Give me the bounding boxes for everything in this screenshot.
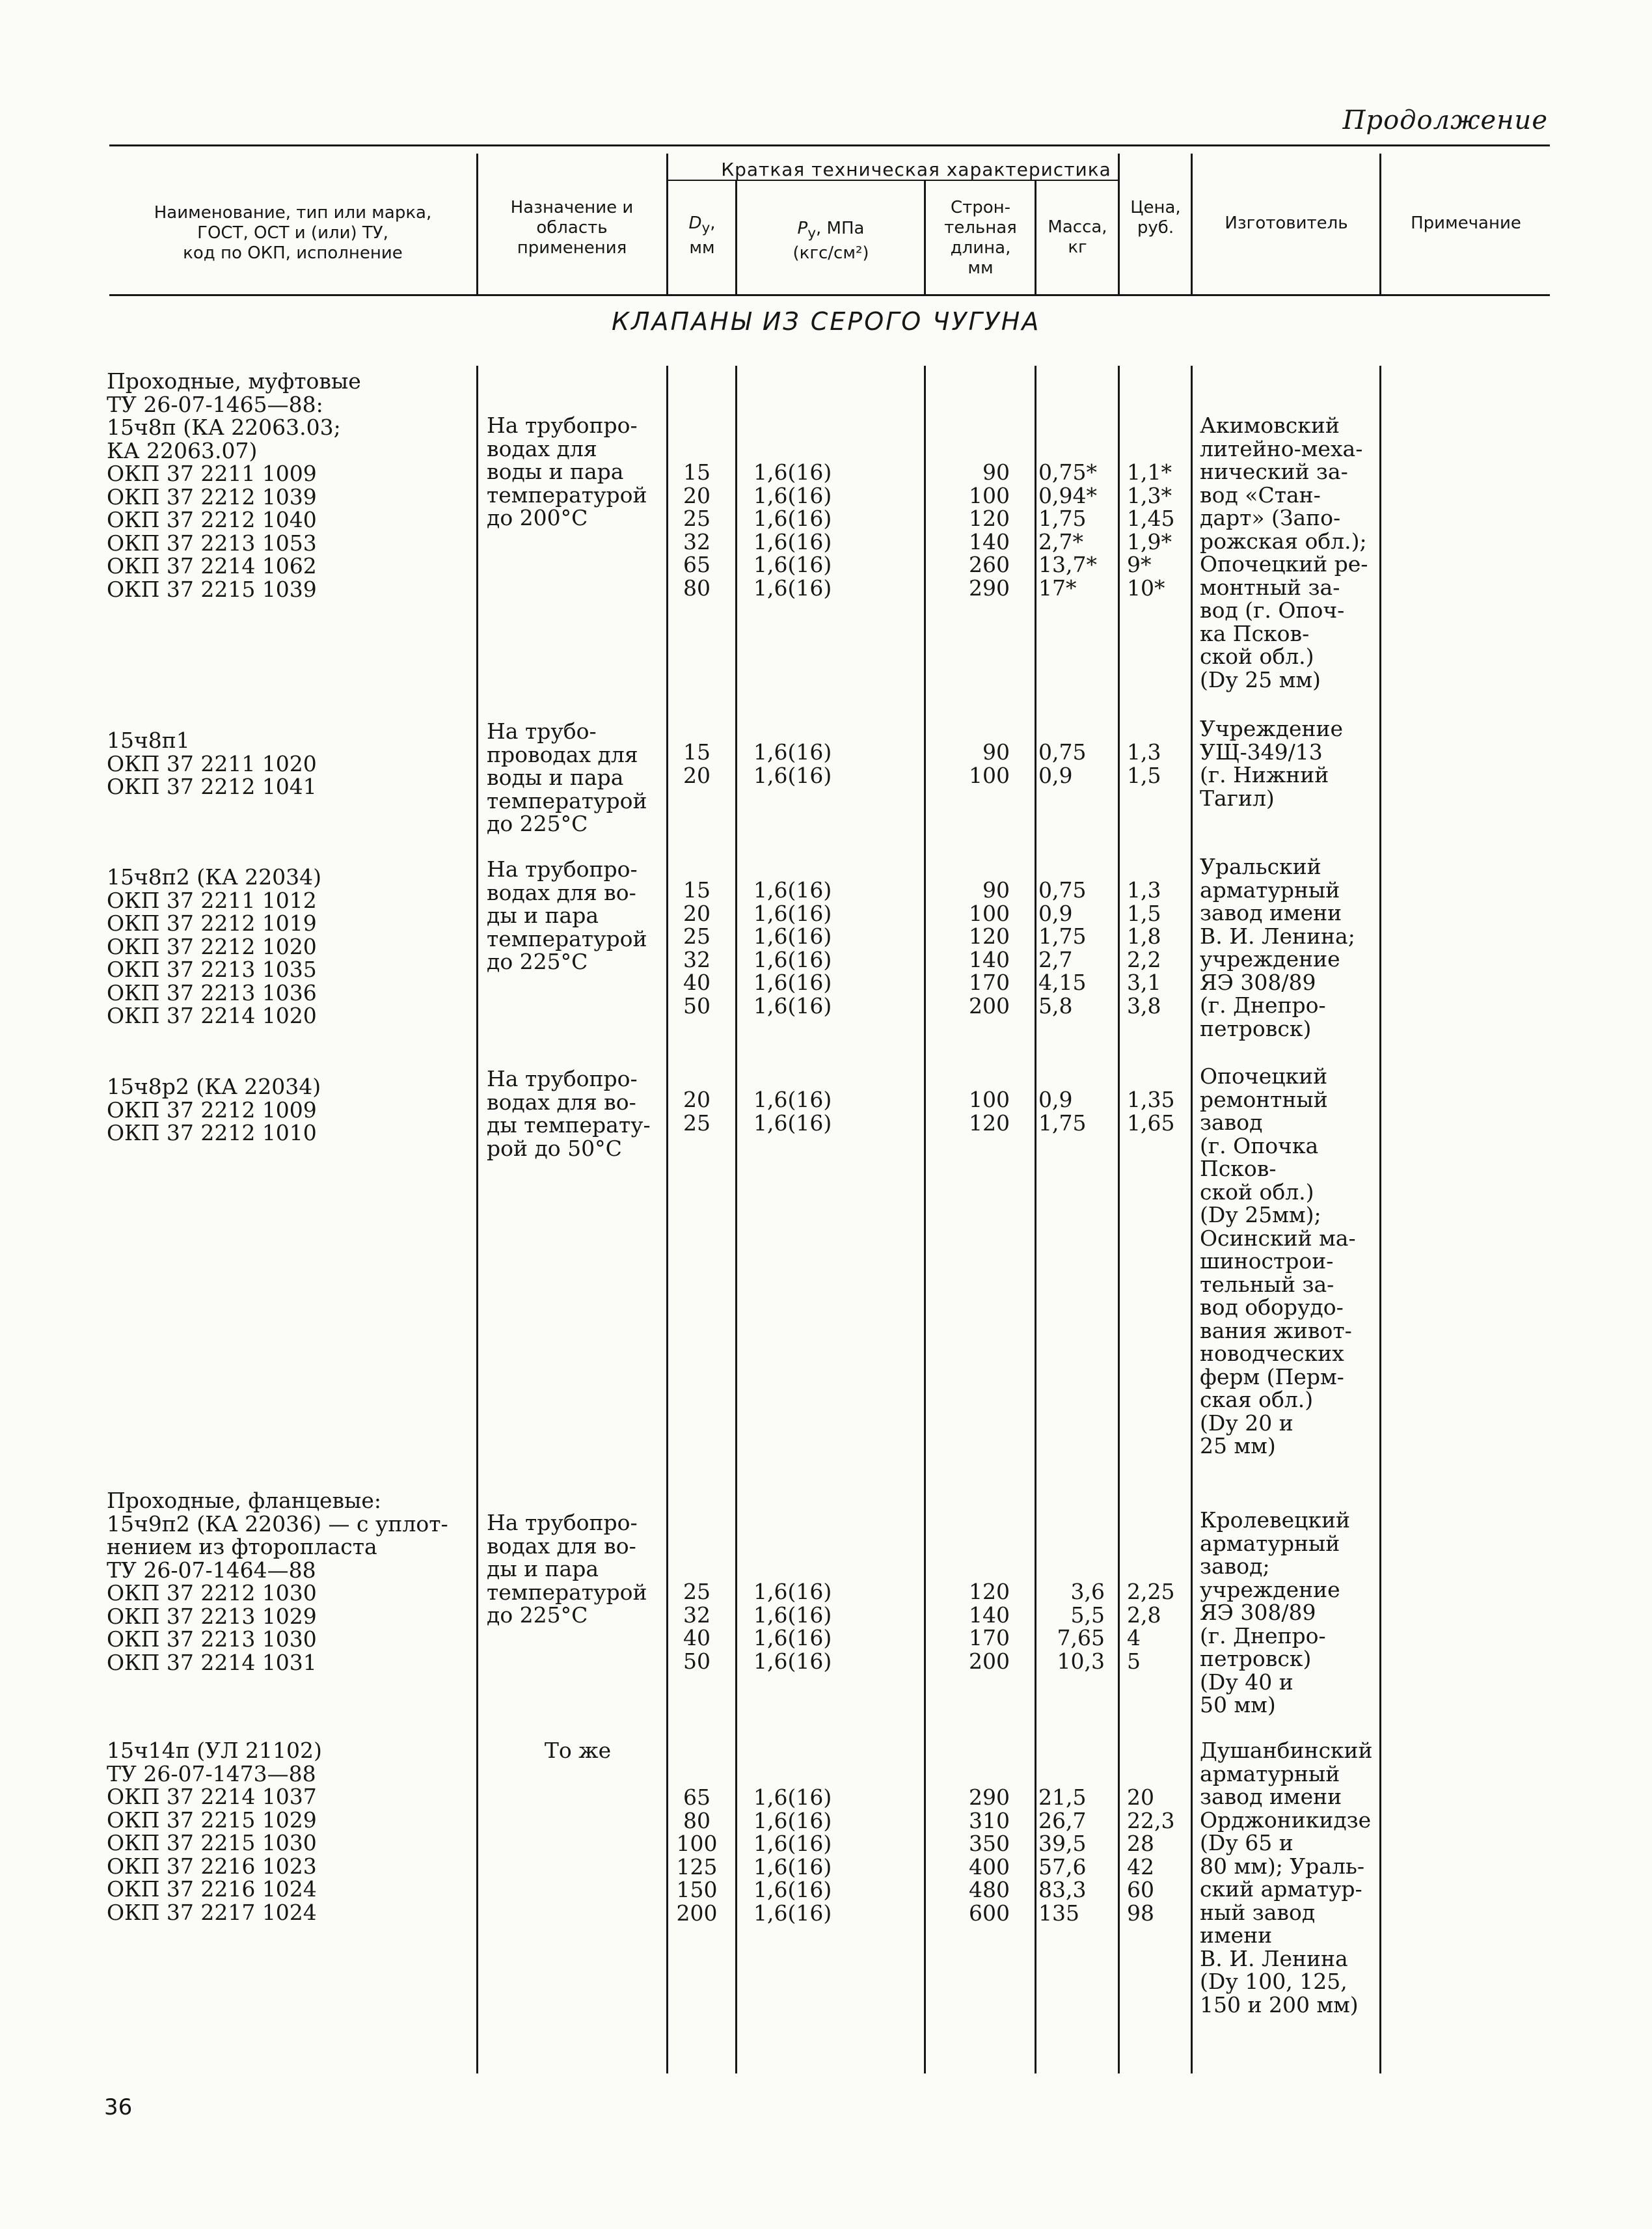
column-divider <box>1118 366 1120 2073</box>
header-maker: Изготовитель <box>1225 213 1348 233</box>
row-dy: 15 20 25 32 65 80 <box>683 459 711 601</box>
column-divider <box>476 366 478 2073</box>
row-price: 1,1* 1,3* 1,45 1,9* 9* 10* <box>1127 459 1175 601</box>
row-py: 1,6(16) 1,6(16) 1,6(16) 1,6(16) 1,6(16) 1,6(16) <box>753 1785 832 1926</box>
header-divider <box>476 154 478 294</box>
row-price: 1,3 1,5 <box>1127 739 1161 788</box>
row-dy: 65 80 100 125 150 200 <box>676 1785 718 1926</box>
row-dy: 20 25 <box>683 1087 711 1136</box>
row-price: 20 22,3 28 42 60 98 <box>1127 1785 1175 1926</box>
row-name: 15ч8п2 (КА 22034) ОКП 37 2211 1012 ОКП 37 2212 1019 ОКП 37 2212 1020 ОКП 37 2213 1035 ОКП 37 2213 1036 ОКП 37 2214 1020 <box>107 864 322 1028</box>
header-purpose: Назначение и область применения <box>510 198 634 258</box>
row-py: 1,6(16) 1,6(16) 1,6(16) 1,6(16) 1,6(16) 1,6(16) <box>753 877 832 1019</box>
row-mass: 21,5 26,7 39,5 57,6 83,3 135 <box>1038 1785 1087 1926</box>
row-name: Проходные, муфтовые ТУ 26-07-1465—88: 15ч8п (КА 22063.03; КА 22063.07) ОКП 37 2211 1009 ОКП 37 2212 1039 ОКП 37 2212 1040 ОКП 37 2213 1053 ОКП 37 2214 1062 ОКП 37 2215 1039 <box>107 368 361 602</box>
row-maker: Опочецкий ремонтный завод (г. Опочка Псков- ской обл.) (Dу 25мм); Осинский ма- шинострои- тельный за- вод оборудо- вания живот- новодческих ферм (Перм- ская обл.) (Dу 20 и 25 мм) <box>1200 1063 1356 1458</box>
column-divider <box>666 366 668 2073</box>
section-title: КЛАПАНЫ ИЗ СЕРОГО ЧУГУНА <box>612 307 1041 336</box>
row-py: 1,6(16) 1,6(16) 1,6(16) 1,6(16) 1,6(16) 1,6(16) <box>753 459 832 601</box>
row-py: 1,6(16) 1,6(16) <box>753 1087 832 1136</box>
row-length: 290 310 350 400 480 600 <box>969 1785 1010 1926</box>
row-dy: 15 20 <box>683 739 711 788</box>
header-divider <box>735 181 737 294</box>
row-maker: Акимовский литейно-меха- нический за- вод «Стан- дарт» (Запо- рожская обл.); Опочецкий ре- монтный за- вод (г. Опоч- ка Псков- ской обл.) (Dу 25 мм) <box>1200 413 1368 692</box>
row-purpose: На трубо- проводах для воды и пара температурой до 225°С <box>487 718 647 836</box>
row-purpose: То же <box>544 1738 612 1763</box>
header-price: Цена, руб. <box>1130 198 1181 238</box>
row-name: 15ч14п (УЛ 21102) ТУ 26-07-1473—88 ОКП 37 2214 1037 ОКП 37 2215 1029 ОКП 37 2215 1030 ОКП 37 2216 1023 ОКП 37 2216 1024 ОКП 37 2217 1024 <box>107 1738 322 1925</box>
row-py: 1,6(16) 1,6(16) 1,6(16) 1,6(16) <box>753 1579 832 1674</box>
row-length: 120 140 170 200 <box>969 1579 1010 1674</box>
row-mass: 0,75 0,9 1,75 2,7 4,15 5,8 <box>1038 877 1087 1019</box>
row-length: 90 100 <box>969 739 1010 788</box>
row-dy: 15 20 25 32 40 50 <box>683 877 711 1019</box>
row-name: Проходные, фланцевые: 15ч9п2 (КА 22036) — с уплот- нением из фторопласта ТУ 26-07-1464—88 ОКП 37 2212 1030 ОКП 37 2213 1029 ОКП 37 2213 1030 ОКП 37 2214 1031 <box>107 1488 448 1675</box>
row-price: 1,3 1,5 1,8 2,2 3,1 3,8 <box>1127 877 1161 1019</box>
header-divider <box>1191 154 1193 294</box>
header-bottom-rule <box>109 294 1550 296</box>
header-py: $P_у$, МПа (кгс/см²) <box>792 219 869 264</box>
column-divider <box>1191 366 1193 2073</box>
row-purpose: На трубопро- водах для во- ды и пара температурой до 225°С <box>487 856 647 974</box>
row-purpose: На трубопро- водах для во- ды температу- рой до 50°С <box>487 1066 651 1161</box>
row-price: 2,25 2,8 4 5 <box>1127 1579 1175 1674</box>
header-divider <box>924 181 926 294</box>
header-length: Строн- тельная длина, мм <box>944 198 1017 278</box>
row-price: 1,35 1,65 <box>1127 1087 1175 1136</box>
row-length: 90 100 120 140 260 290 <box>969 459 1010 601</box>
column-divider <box>735 366 737 2073</box>
row-name: 15ч8р2 (КА 22034) ОКП 37 2212 1009 ОКП 37 2212 1010 <box>107 1074 321 1145</box>
header-mass: Масса, кг <box>1048 217 1107 257</box>
row-length: 90 100 120 140 170 200 <box>969 877 1010 1019</box>
column-divider <box>1035 366 1036 2073</box>
row-mass: 0,75 0,9 <box>1038 739 1087 788</box>
row-name: 15ч8п1 ОКП 37 2211 1020 ОКП 37 2212 1041 <box>107 728 317 799</box>
table-top-rule <box>109 144 1550 146</box>
row-mass: 3,6 5,5 7,65 10,3 <box>1057 1579 1105 1674</box>
row-maker: Уральский арматурный завод имени В. И. Ленина; учреждение ЯЭ 308/89 (г. Днепро- петровск) <box>1200 854 1355 1041</box>
row-maker: Кролевецкий арматурный завод; учреждение ЯЭ 308/89 (г. Днепро- петровск) (Dу 40 и 50 мм) <box>1200 1507 1350 1717</box>
row-dy: 25 32 40 50 <box>683 1579 711 1674</box>
row-purpose: На трубопро- водах для во- ды и пара температурой до 225°С <box>487 1510 647 1628</box>
header-group-title: Краткая техническая характеристика <box>721 159 1111 180</box>
row-length: 100 120 <box>969 1087 1010 1136</box>
row-py: 1,6(16) 1,6(16) <box>753 739 832 788</box>
row-mass: 0,9 1,75 <box>1038 1087 1087 1136</box>
header-divider <box>1379 154 1381 294</box>
header-divider <box>1035 181 1036 294</box>
header-dy: $D_у$, мм <box>688 213 716 258</box>
row-mass: 0,75* 0,94* 1,75 2,7* 13,7* 17* <box>1038 459 1097 601</box>
page-number: 36 <box>104 2094 133 2120</box>
row-maker: Душанбинский арматурный завод имени Орджоникидзе (Dу 65 и 80 мм); Ураль- ский арматур- ный завод имени В. И. Ленина (Dу 100, 125, 150 и 200 мм) <box>1200 1738 1373 2017</box>
continuation-label: Продолжение <box>1342 105 1548 135</box>
header-name: Наименование, тип или марка, ГОСТ, ОСТ и (или) ТУ, код по ОКП, исполнение <box>154 203 432 263</box>
row-maker: Учреждение УЩ-349/13 (г. Нижний Тагил) <box>1200 716 1344 811</box>
row-purpose: На трубопро- водах для воды и пара температурой до 200°С <box>487 413 647 530</box>
header-note: Примечание <box>1411 213 1521 233</box>
